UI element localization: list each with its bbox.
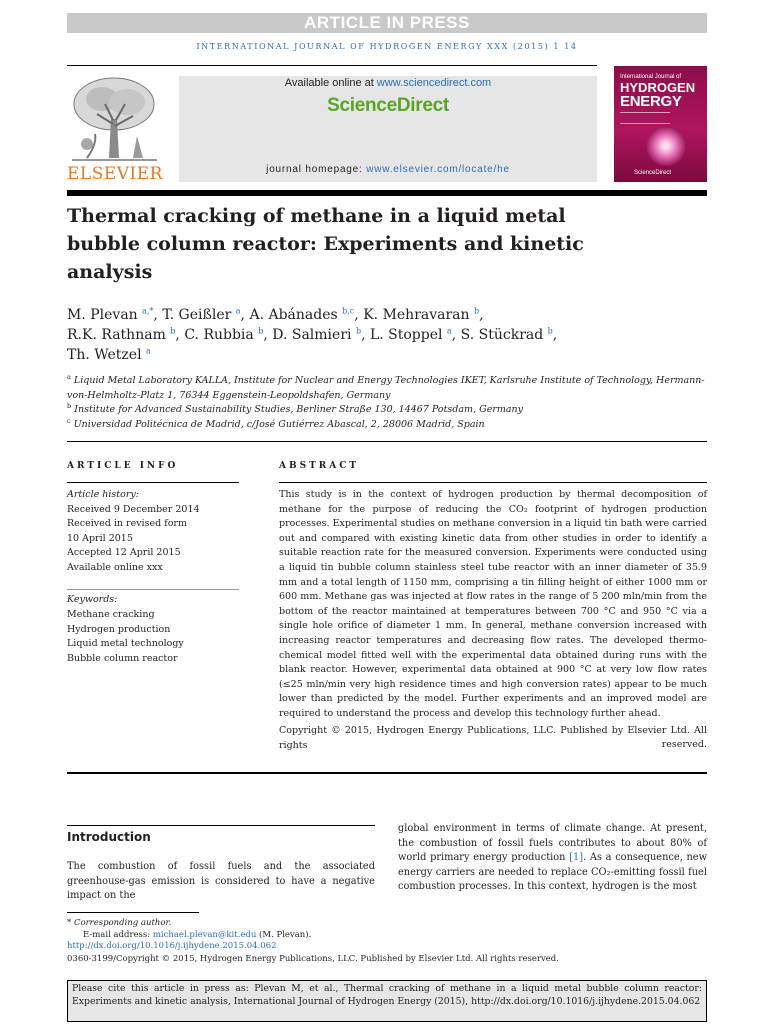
cover-decoration [620, 112, 670, 124]
email-suffix: (M. Plevan). [256, 930, 312, 940]
email-label: E-mail address: [83, 930, 153, 940]
footnote-rule [67, 912, 199, 913]
keywords [67, 593, 239, 667]
article-title: Thermal cracking of methane in a liquid metal bubble column reactor: Experiments and kinetic analysis [67, 205, 584, 283]
elsevier-tree-icon [67, 74, 162, 166]
journal-running-head: INTERNATIONAL JOURNAL OF HYDROGEN ENERGY XXX (2015) 1 14 [196, 42, 578, 51]
keyword-item: Hydrogen production [67, 623, 171, 635]
author [67, 327, 184, 343]
author [67, 347, 151, 363]
cover-line-1: International Journal of [620, 74, 682, 80]
available-prefix: Available online at [284, 77, 377, 89]
available-online [179, 77, 597, 89]
author-affiliation-mark[interactable]: b,c [342, 306, 355, 316]
author-separator: , [354, 307, 364, 323]
author-separator: , [240, 307, 250, 323]
author-name: R.K. Rathnam [67, 327, 166, 343]
author [272, 327, 370, 343]
keywords-rule [67, 589, 239, 590]
author-affiliation-mark[interactable]: a [235, 306, 241, 316]
history-label: Article history: [67, 489, 139, 500]
affiliations-rule [67, 441, 707, 442]
homepage-prefix: journal homepage: [266, 164, 367, 175]
author-affiliation-mark[interactable]: a [446, 326, 452, 336]
affiliation-text: Universidad Politécnica de Madrid, c/José Gutiérrez Abascal, 2, 28006 Madrid, Spain [73, 418, 485, 430]
author-name: C. Rubbia [184, 327, 254, 343]
reference-link[interactable]: [1] [569, 852, 584, 864]
author-name: K. Mehravaran [363, 307, 470, 323]
author-name: Th. Wetzel [67, 347, 142, 363]
cover-graphic [646, 126, 686, 166]
author-affiliation-mark[interactable]: b [170, 326, 176, 336]
keywords-label: Keywords: [67, 594, 118, 605]
intro-text: . As a consequence, new energy carriers are needed to replace CO₂-emitting fossil fuel combustion processes. In this context, hydrogen is the most [398, 852, 707, 893]
affiliation-text: Institute for Advanced Sustainability Studies, Berliner Straße 130, 14467 Potsdam, Germany [74, 404, 524, 415]
keyword-item: Liquid metal technology [67, 638, 184, 650]
article-history [67, 488, 239, 576]
cover-line-3: ENERGY [620, 93, 682, 110]
author [249, 307, 363, 323]
author [184, 327, 272, 343]
keyword-item: Bubble column reactor [67, 653, 178, 665]
author-separator: , [175, 327, 185, 343]
article-in-press-banner: ARTICLE IN PRESS [67, 13, 707, 33]
author-affiliation-mark[interactable]: a [146, 346, 151, 356]
sciencedirect-link[interactable]: www.sciencedirect.com [376, 77, 492, 89]
author-affiliation-mark[interactable]: b [547, 326, 553, 336]
affiliation-item [67, 374, 707, 403]
history-item: Accepted 12 April 2015 [67, 547, 181, 559]
introduction-column-2 [398, 822, 707, 895]
abstract-copyright-end: reserved. [661, 739, 707, 750]
author [162, 307, 249, 323]
abstract-bottom-rule [67, 772, 707, 774]
abstract-heading: ABSTRACT [279, 461, 360, 471]
introduction-paragraph: The combustion of fossil fuels and the associated greenhouse-gas emission is considered to have a negative impact on the [67, 861, 375, 902]
introduction-rule [67, 825, 375, 826]
doi-link[interactable]: http://dx.doi.org/10.1016/j.ijhydene.2015.04.062 [67, 941, 277, 951]
author-list [67, 305, 707, 365]
issn-copyright: 0360-3199/Copyright © 2015, Hydrogen Energy Publications, LLC. Published by Elsevier Ltd. All rights reserved. [67, 954, 559, 964]
author-affiliation-mark[interactable]: b [474, 306, 480, 316]
author [67, 307, 162, 323]
affiliation-item [67, 403, 707, 418]
cover-line-2: HYDROGEN [620, 80, 696, 95]
introduction-heading: Introduction [67, 830, 151, 844]
sciencedirect-logo: ScienceDirect [327, 95, 449, 116]
author-name: M. Plevan [67, 307, 138, 323]
abstract-rule [279, 482, 707, 483]
author-name: D. Salmieri [272, 327, 352, 343]
affiliation-text: Liquid Metal Laboratory KALLA, Institute for Nuclear and Energy Technologies IKET, Karlsruhe Institute of Technology, Hermann-von-Helmholtz-Platz 1, 76344 Eggenstein-Leopoldshafen, Germany [67, 375, 705, 401]
abstract-text: This study is in the context of hydrogen production by thermal decomposition of methane for the purpose of reducing the CO₂ footprint of hydrogen production processes. Experimental studies on methane conversion in a liquid tin bath were carried out and compared with existing kinetic data from other studies in order to identify a suitable reaction rate for the measured conversion. Experiments were conducted using a liquid tin bubble column stainless steel tube reactor with an inner diameter of 35.9 mm and a total length of 1150 mm, comprising a tin filling height of either 1000 mm or 600 mm. Methane gas was injected at flow rates in the range of 5 200 mln/min from the bottom of the reactor maintained at temperatures between 700 °C and 950 °C via a single hole orifice of diameter 1 mm. In general, methane conversion increased with increasing reactor temperatures and decreasing flow rates. The developed thermo-chemical model fitted well with the experimental data obtained during runs with the blank reactor. However, experimental data obtained at 900 °C at very low flow rates (≤25 mln/min very high residence times and high conversion rates) appear to be much lower than predicted by the model. Further experiments and an improved model are required to understand the process and develop this technology further ahead. [279, 489, 707, 719]
author [363, 307, 483, 323]
author [370, 327, 461, 343]
cover-sciencedirect: ScienceDirect [634, 170, 672, 176]
header-thick-rule [67, 190, 707, 196]
author-affiliation-mark[interactable]: a,* [142, 306, 154, 316]
keyword-item: Methane cracking [67, 608, 155, 620]
author-separator: , [361, 327, 370, 343]
author-separator: , [263, 327, 273, 343]
article-info-rule [67, 482, 239, 483]
intro-text: global environment in terms of climate change. At present, the combustion of fossil fuels contributes to about 80% of world primary energy production [398, 823, 707, 864]
author-name: A. Abánades [249, 307, 338, 323]
author-name: T. Geißler [162, 307, 232, 323]
author-separator: , [552, 327, 558, 343]
abstract-copyright: Copyright © 2015, Hydrogen Energy Publications, LLC. Published by Elsevier Ltd. All rights [279, 725, 707, 751]
author-separator: , [153, 307, 163, 323]
author-name: S. Stückrad [460, 327, 544, 343]
affiliation-item [67, 418, 707, 433]
history-item: Available online xxx [67, 561, 163, 573]
author-separator: , [479, 307, 484, 323]
article-info-heading: ARTICLE INFO [67, 461, 179, 471]
citation-box: Please cite this article in press as: Plevan M, et al., Thermal cracking of methane in a liquid metal bubble column reactor: Experiments and kinetic analysis, International Journal of Hydrogen Energy (2015), http://dx.doi.org/10.1016/j.ijhydene.2015.04.062 [67, 980, 707, 1022]
corresponding-author-note: * Corresponding author. [67, 918, 172, 928]
affiliation-mark: c [67, 416, 71, 425]
history-item: Received 9 December 2014 [67, 503, 200, 515]
history-item: 10 April 2015 [67, 532, 133, 544]
author-separator: , [451, 327, 461, 343]
author-affiliation-mark[interactable]: b [355, 326, 362, 336]
author-affiliation-mark[interactable]: b [258, 326, 264, 336]
journal-homepage [179, 164, 597, 175]
elsevier-logo: ELSEVIER [67, 164, 163, 184]
journal-homepage-link[interactable]: www.elsevier.com/locate/he [366, 164, 510, 175]
author [461, 327, 558, 343]
affiliation-mark: a [67, 372, 71, 381]
journal-cover[interactable] [614, 66, 707, 182]
history-item: Received in revised form [67, 518, 187, 530]
email-line [67, 930, 311, 940]
affiliations [67, 374, 707, 432]
author-name: L. Stoppel [369, 327, 443, 343]
email-link[interactable]: michael.plevan@kit.edu [152, 930, 257, 940]
masthead-top-rule [67, 65, 597, 66]
affiliation-mark: b [67, 401, 72, 410]
